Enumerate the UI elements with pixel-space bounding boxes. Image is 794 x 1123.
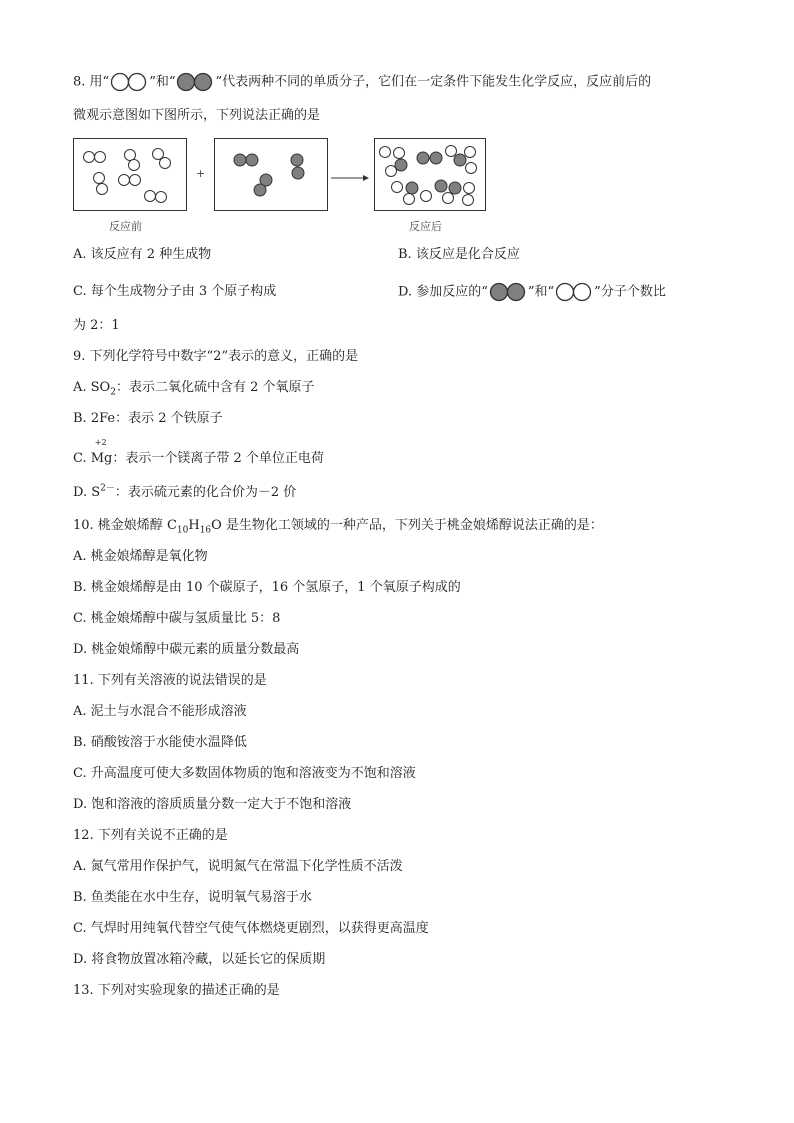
q8-reaction-diagram [73, 138, 493, 238]
box-reactant-frame [215, 139, 328, 211]
gray-molecule-icon [176, 72, 214, 92]
q8-option-d-part: ”和“ [527, 284, 555, 300]
q8-option-b: B. 该反应是化合反应 [398, 247, 520, 262]
q10-stem [73, 516, 603, 536]
q9-a-subscript: 2 [110, 387, 116, 398]
q10-option-d: D. 桃金娘烯醇中碳元素的质量分数最高 [73, 642, 300, 657]
q9-d-text: ：表示硫元素的化合价为－2 价 [114, 485, 297, 500]
label-after: 反应后 [409, 220, 442, 233]
q8-option-a: A. 该反应有 2 种生成物 [73, 247, 212, 262]
q12-option-a: A. 氮气常用作保护气，说明氮气在常温下化学性质不活泼 [73, 859, 403, 874]
q12-option-b: B. 鱼类能在水中生存，说明氧气易溶于水 [73, 890, 312, 905]
q8-option-c: C. 每个生成物分子由 3 个原子构成 [73, 284, 277, 299]
q10-subscript: 10 [176, 525, 189, 536]
q12-option-d: D. 将食物放置冰箱冷藏，以延长它的保质期 [73, 952, 326, 967]
q8-stem-part: 8. 用“ [73, 74, 110, 90]
q9-stem: 9. 下列化学符号中数字“2”表示的意义，正确的是 [73, 349, 359, 364]
q11-option-c: C. 升高温度可使大多数固体物质的饱和溶液变为不饱和溶液 [73, 766, 416, 781]
q9-a-prefix: A. SO [73, 380, 111, 395]
q10-stem-part: H [188, 518, 200, 533]
q13-stem: 13. 下列对实验现象的描述正确的是 [73, 983, 280, 998]
q9-d-prefix: D. S [73, 485, 101, 500]
q9-option-b: B. 2Fe：表示 2 个铁原子 [73, 411, 223, 426]
q9-c-symbol: Mg [90, 451, 113, 466]
q8-stem [73, 72, 651, 93]
q9-c-text: ：表示一个镁离子带 2 个单位正电荷 [112, 451, 324, 466]
white-molecule-icon [555, 282, 593, 302]
q10-subscript: 16 [199, 525, 212, 536]
q11-option-b: B. 硝酸铵溶于水能使水温降低 [73, 735, 247, 750]
q10-stem-part: 10. 桃金娘烯醇 C [73, 518, 177, 533]
q9-c-prefix: C. [73, 451, 91, 466]
q9-option-d [73, 483, 296, 503]
q8-stem-line2: 微观示意图如下图所示，下列说法正确的是 [73, 108, 321, 123]
q9-option-a [73, 378, 315, 398]
gray-molecule-icon [489, 282, 527, 302]
q9-c-formula [90, 438, 113, 469]
white-molecule-icon [110, 72, 148, 92]
q9-d-superscript: 2－ [100, 483, 115, 494]
q8-option-d [398, 282, 666, 303]
q8-stem-part: ”和“ [149, 74, 176, 90]
q11-option-d: D. 饱和溶液的溶质质量分数一定大于不饱和溶液 [73, 797, 352, 812]
q8-option-d-part: ”分子个数比 [594, 284, 666, 300]
q12-option-c: C. 气焊时用纯氧代替空气使气体燃烧更剧烈，以获得更高温度 [73, 921, 429, 936]
q11-stem: 11. 下列有关溶液的说法错误的是 [73, 673, 267, 688]
q8-option-d-line2: 为 2：1 [73, 318, 120, 333]
q10-option-a: A. 桃金娘烯醇是氧化物 [73, 549, 208, 564]
q10-option-b: B. 桃金娘烯醇是由 10 个碳原子，16 个氢原子，1 个氧原子构成的 [73, 580, 461, 595]
reaction-diagram-svg [73, 138, 493, 214]
q10-stem-part: O 是生物化工领域的一种产品，下列关于桃金娘烯醇说法正确的是： [211, 518, 603, 533]
q9-a-text: ：表示二氧化硫中含有 2 个氧原子 [115, 380, 315, 395]
reaction-arrow-head [363, 175, 369, 181]
q12-stem: 12. 下列有关说不正确的是 [73, 828, 228, 843]
q11-option-a: A. 泥土与水混合不能形成溶液 [73, 704, 247, 719]
q10-option-c: C. 桃金娘烯醇中碳与氢质量比 5：8 [73, 611, 281, 626]
q8-option-d-part: D. 参加反应的“ [398, 284, 488, 300]
q9-c-valence: +2 [94, 438, 107, 447]
label-before: 反应前 [109, 220, 142, 233]
q8-stem-part: ”代表两种不同的单质分子，它们在一定条件下能发生化学反应，反应前后的 [215, 74, 652, 90]
plus-sign: + [196, 167, 206, 180]
q9-option-c [73, 438, 324, 469]
